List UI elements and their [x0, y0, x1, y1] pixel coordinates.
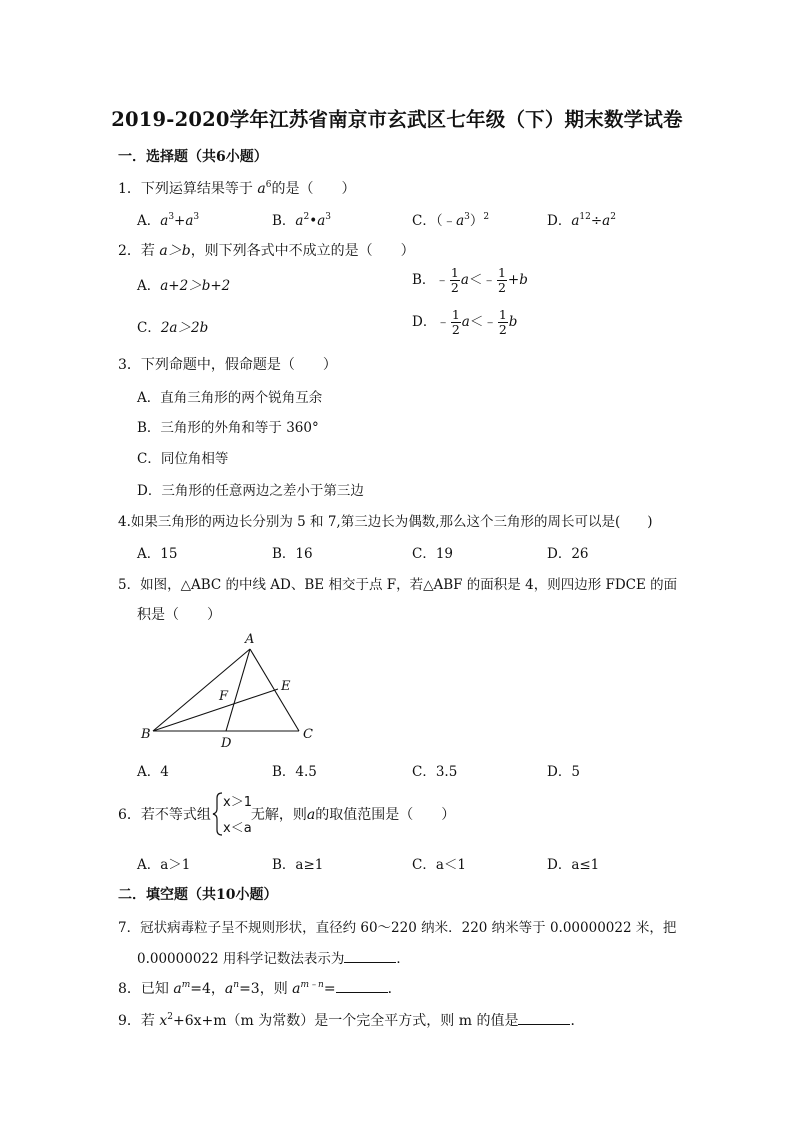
q2-option-c: C．2a＞2b [137, 320, 209, 336]
label-c: C [303, 727, 313, 742]
side-ab [153, 649, 250, 731]
label-b: B [141, 727, 151, 742]
q5-option-b: B．4.5 [272, 764, 317, 780]
question-8: 8．已知 $a^m=4$，$a^n=3$，则 $a^{m﹣n}=$ ． [118, 980, 402, 997]
q6-option-d: D．a≤1 [547, 857, 600, 873]
answer-blank[interactable] [518, 1012, 570, 1025]
question-6: 6．若不等式组 无解，则a的取值范围是（ ） [118, 807, 456, 823]
answer-blank[interactable] [336, 980, 388, 993]
question-2: 2．若 a＞b，则下列各式中不成立的是（ ） [118, 243, 415, 259]
question-4: 4.如果三角形的两边长分别为 5 和 7,第三边长为偶数,那么这个三角形的周长可以是( ) [118, 514, 653, 530]
label-a: A [245, 632, 255, 647]
question-3: 3．下列命题中，假命题是（ ） [118, 357, 337, 373]
triangle-figure [130, 628, 330, 750]
median-ad [226, 649, 250, 731]
q4-option-c: C．19 [412, 546, 454, 562]
q3-option-d: D．三角形的任意两边之差小于第三边 [137, 483, 364, 499]
q6-option-b: B．a≥1 [272, 857, 324, 873]
q6-option-a: A．a＞1 [137, 857, 191, 873]
label-e: E [281, 679, 291, 694]
q5-option-a: A．4 [137, 764, 169, 780]
q4-option-d: D．26 [547, 546, 589, 562]
label-d: D [221, 736, 232, 750]
q6-option-c: C．a＜1 [412, 857, 466, 873]
q3-option-a: A．直角三角形的两个锐角互余 [137, 390, 323, 406]
answer-blank[interactable] [344, 950, 396, 963]
q1-option-c: C．$(﹣a^3)^2$ [412, 212, 490, 229]
q2-option-b: B．﹣ $\frac{1}{2}$ a＜﹣ $\frac{1}{2}$ +b [412, 265, 528, 295]
question-5-line-1: 5．如图，△ABC 的中线 AD、BE 相交于点 F，若△ABF 的面积是 4，则四边形 FDCE 的面 [118, 577, 678, 593]
q3-option-b: B．三角形的外角和等于 360° [137, 420, 319, 436]
section-choice-heading: 一．选择题（共6小题） [118, 149, 268, 165]
question-5-line-2: 积是（ ） [137, 607, 221, 623]
question-1: 1．下列运算结果等于 $a^6$的是（ ） [118, 180, 356, 197]
q1-option-a: A．$a^3+a^3$ [137, 212, 200, 229]
question-7-line-1: 7．冠状病毒粒子呈不规则形状，直径约 60～220 纳米．220 纳米等于 0.00000022 米，把 [118, 920, 677, 936]
page-title: 2019-2020学年江苏省南京市玄武区七年级（下）期末数学试卷 [111, 108, 683, 131]
inequality-2: x＜a [223, 821, 252, 836]
label-f: F [219, 689, 229, 704]
inequality-1: x＞1 [223, 795, 252, 810]
q2-option-d: D．﹣ $\frac{1}{2}$ a＜﹣ $\frac{1}{2}$ b [412, 307, 518, 337]
section-fill-heading: 二．填空题（共10小题） [118, 887, 278, 903]
q5-option-d: D．5 [547, 764, 580, 780]
q5-option-c: C．3.5 [412, 764, 458, 780]
q2-option-a: A．a+2＞b+2 [137, 278, 231, 294]
q3-option-c: C．同位角相等 [137, 451, 229, 467]
question-7-line-2: 0.00000022 用科学记数法表示为 ． [137, 951, 410, 967]
q4-option-a: A．15 [137, 546, 178, 562]
q4-option-b: B．16 [272, 546, 313, 562]
question-9: 9．若 $x^2+6x+m(m$ 为常数）是一个完全平方式，则 m 的值是 ． [118, 1012, 585, 1029]
q1-option-b: B．$a^2•a^3$ [272, 212, 331, 229]
median-be [153, 689, 278, 731]
q1-option-d: D．$a^{12}\div a^2$ [547, 212, 616, 229]
